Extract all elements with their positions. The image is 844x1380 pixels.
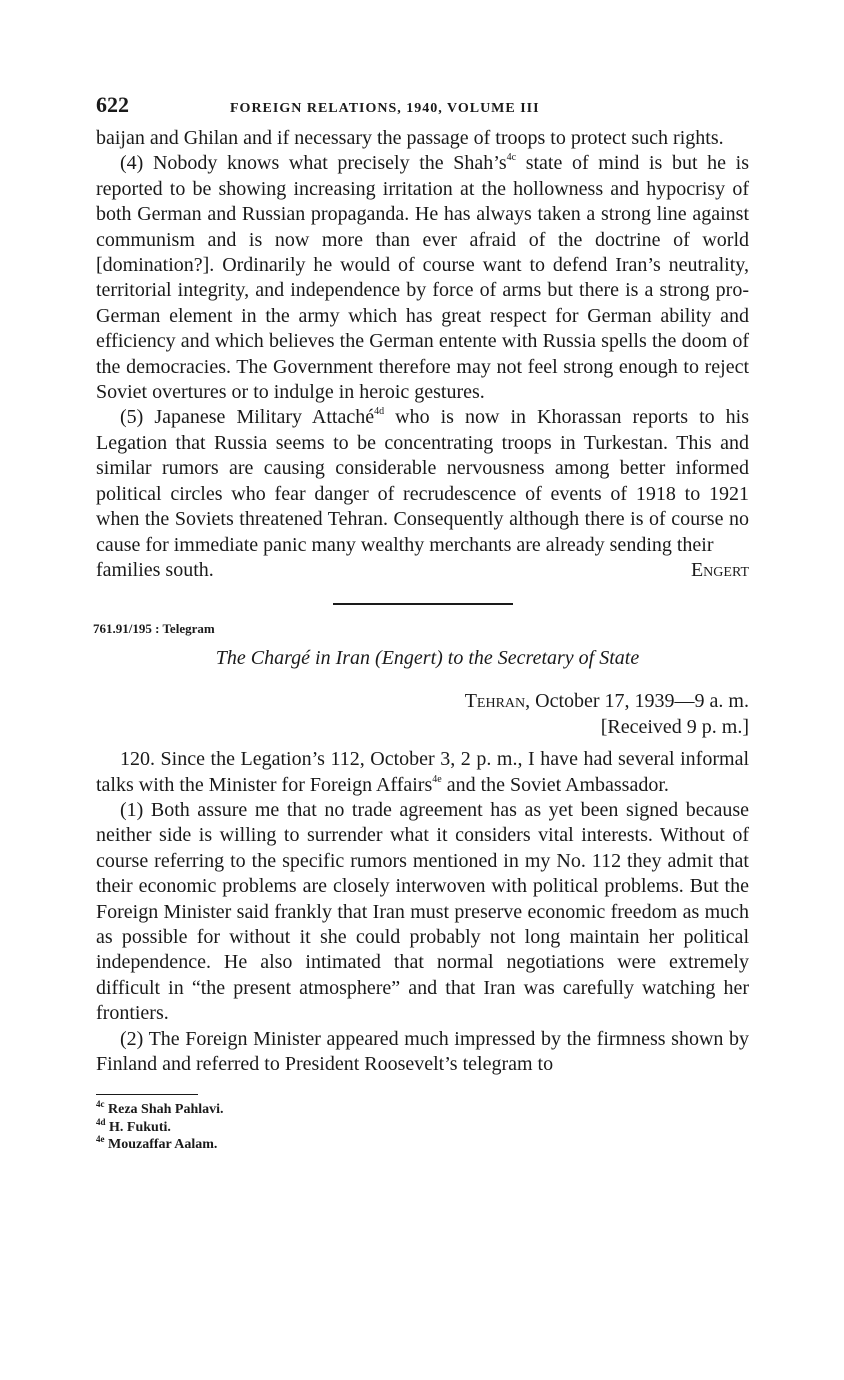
footnotes	[96, 1101, 749, 1154]
footnote-mark: 4e	[96, 1134, 105, 1145]
footnote-text: Mouzaffar Aalam.	[108, 1137, 218, 1153]
document-title: The Chargé in Iran (Engert) to the Secretary of State	[215, 647, 640, 670]
signature: Engert	[690, 558, 749, 581]
dateline	[96, 689, 749, 740]
running-head	[96, 92, 749, 126]
paragraph-5-text-a: (5) Japanese Military Attaché	[120, 406, 375, 429]
footnote-ref-4d: 4d	[374, 406, 385, 418]
date-place: Tehran	[464, 690, 526, 713]
paragraph-4	[96, 151, 749, 405]
paragraph-5	[96, 405, 749, 557]
page-number: 622	[96, 92, 129, 117]
paragraph-2: (2) The Foreign Minister appeared much impressed by the firmness shown by Finland and referred to President Roosevelt’s telegram to	[96, 1027, 749, 1075]
footnote-ref-4c: 4c	[506, 152, 517, 164]
paragraph-1: (1) Both assure me that no trade agreement has as yet been signed because neither side is willing to surrender what it considers vital interests. Without of course referring to the specific rumors mentioned in my No. 112 they admit that their economic problems are closely interwoven with political problems. But the Foreign Minister said frankly that Iran must preserve economic freedom as much as possible for without it she could probably not long maintain her political independence. He also intimated that normal negotiations were extremely difficult in “the present atmosphere” and that Iran was carefully watching her frontiers.	[96, 798, 749, 1025]
paragraph-120	[96, 747, 749, 798]
paragraph-4-text-a: (4) Nobody knows what precisely the Shah’s	[120, 152, 507, 175]
footnote-ref-4e: 4e	[432, 773, 442, 785]
received-line: [Received 9 p. m.]	[600, 715, 749, 738]
paragraph-4-text-b: state of mind is but he is reported to be showing increasing irritation at the hollowness and hypocrisy of both German and Russian propaganda. He has always taken a strong line against communism and is now more than ever afraid of the doctrine of world [domination?]. Ordinarily he would of course want to defend Iran’s neutrality, territorial integrity, and independence by force of arms but there is a strong pro-German element in the army which has great respect for German ability and efficiency and which believes the German entente with Russia spells the doom of the democracies. The Government therefore may not feel strong enough to reject Soviet overtures or to indulge in heroic gestures.	[96, 152, 749, 404]
date-time: , October 17, 1939—9 a. m.	[525, 690, 749, 713]
document-page	[93, 92, 750, 1154]
running-head-title: FOREIGN RELATIONS, 1940, VOLUME III	[230, 101, 540, 116]
footnote-mark: 4d	[96, 1116, 106, 1127]
footnote-text: H. Fukuti.	[109, 1119, 171, 1135]
footnote-text: Reza Shah Pahlavi.	[108, 1102, 224, 1118]
file-reference: 761.91/195 : Telegram	[93, 621, 215, 637]
paragraph-120-text-a: 120. Since the Legation’s 112, October 3, 2 p. m., I have had several informal talks with the Minister for Foreign Affairs	[96, 748, 749, 796]
paragraph-5-text-b: who is now in Khorassan reports to his Legation that Russia seems to be concentrating troops in Turkestan. This and similar rumors are causing considerable nervousness among better informed political circles who fear danger of recrudescence of events of 1918 to 1921 when the Soviets threatened Tehran. Consequently although there is of course no cause for immediate panic many wealthy merchants are already sending their	[96, 406, 750, 556]
paragraph-120-text-b: and the Soviet Ambassador.	[441, 773, 669, 796]
section-divider	[333, 603, 513, 605]
closing-text: families south.	[96, 558, 214, 581]
date-line	[96, 689, 749, 714]
footnote-4d	[96, 1116, 749, 1137]
footnote-4e	[96, 1136, 749, 1154]
footnote-rule	[96, 1094, 198, 1095]
paragraph-continuation: baijan and Ghilan and if necessary the passage of troops to protect such rights.	[96, 127, 724, 149]
telegram-body	[96, 747, 749, 1077]
footnote-mark: 4c	[96, 1099, 105, 1110]
footnote-4c	[96, 1101, 749, 1119]
closing-line	[96, 558, 749, 583]
